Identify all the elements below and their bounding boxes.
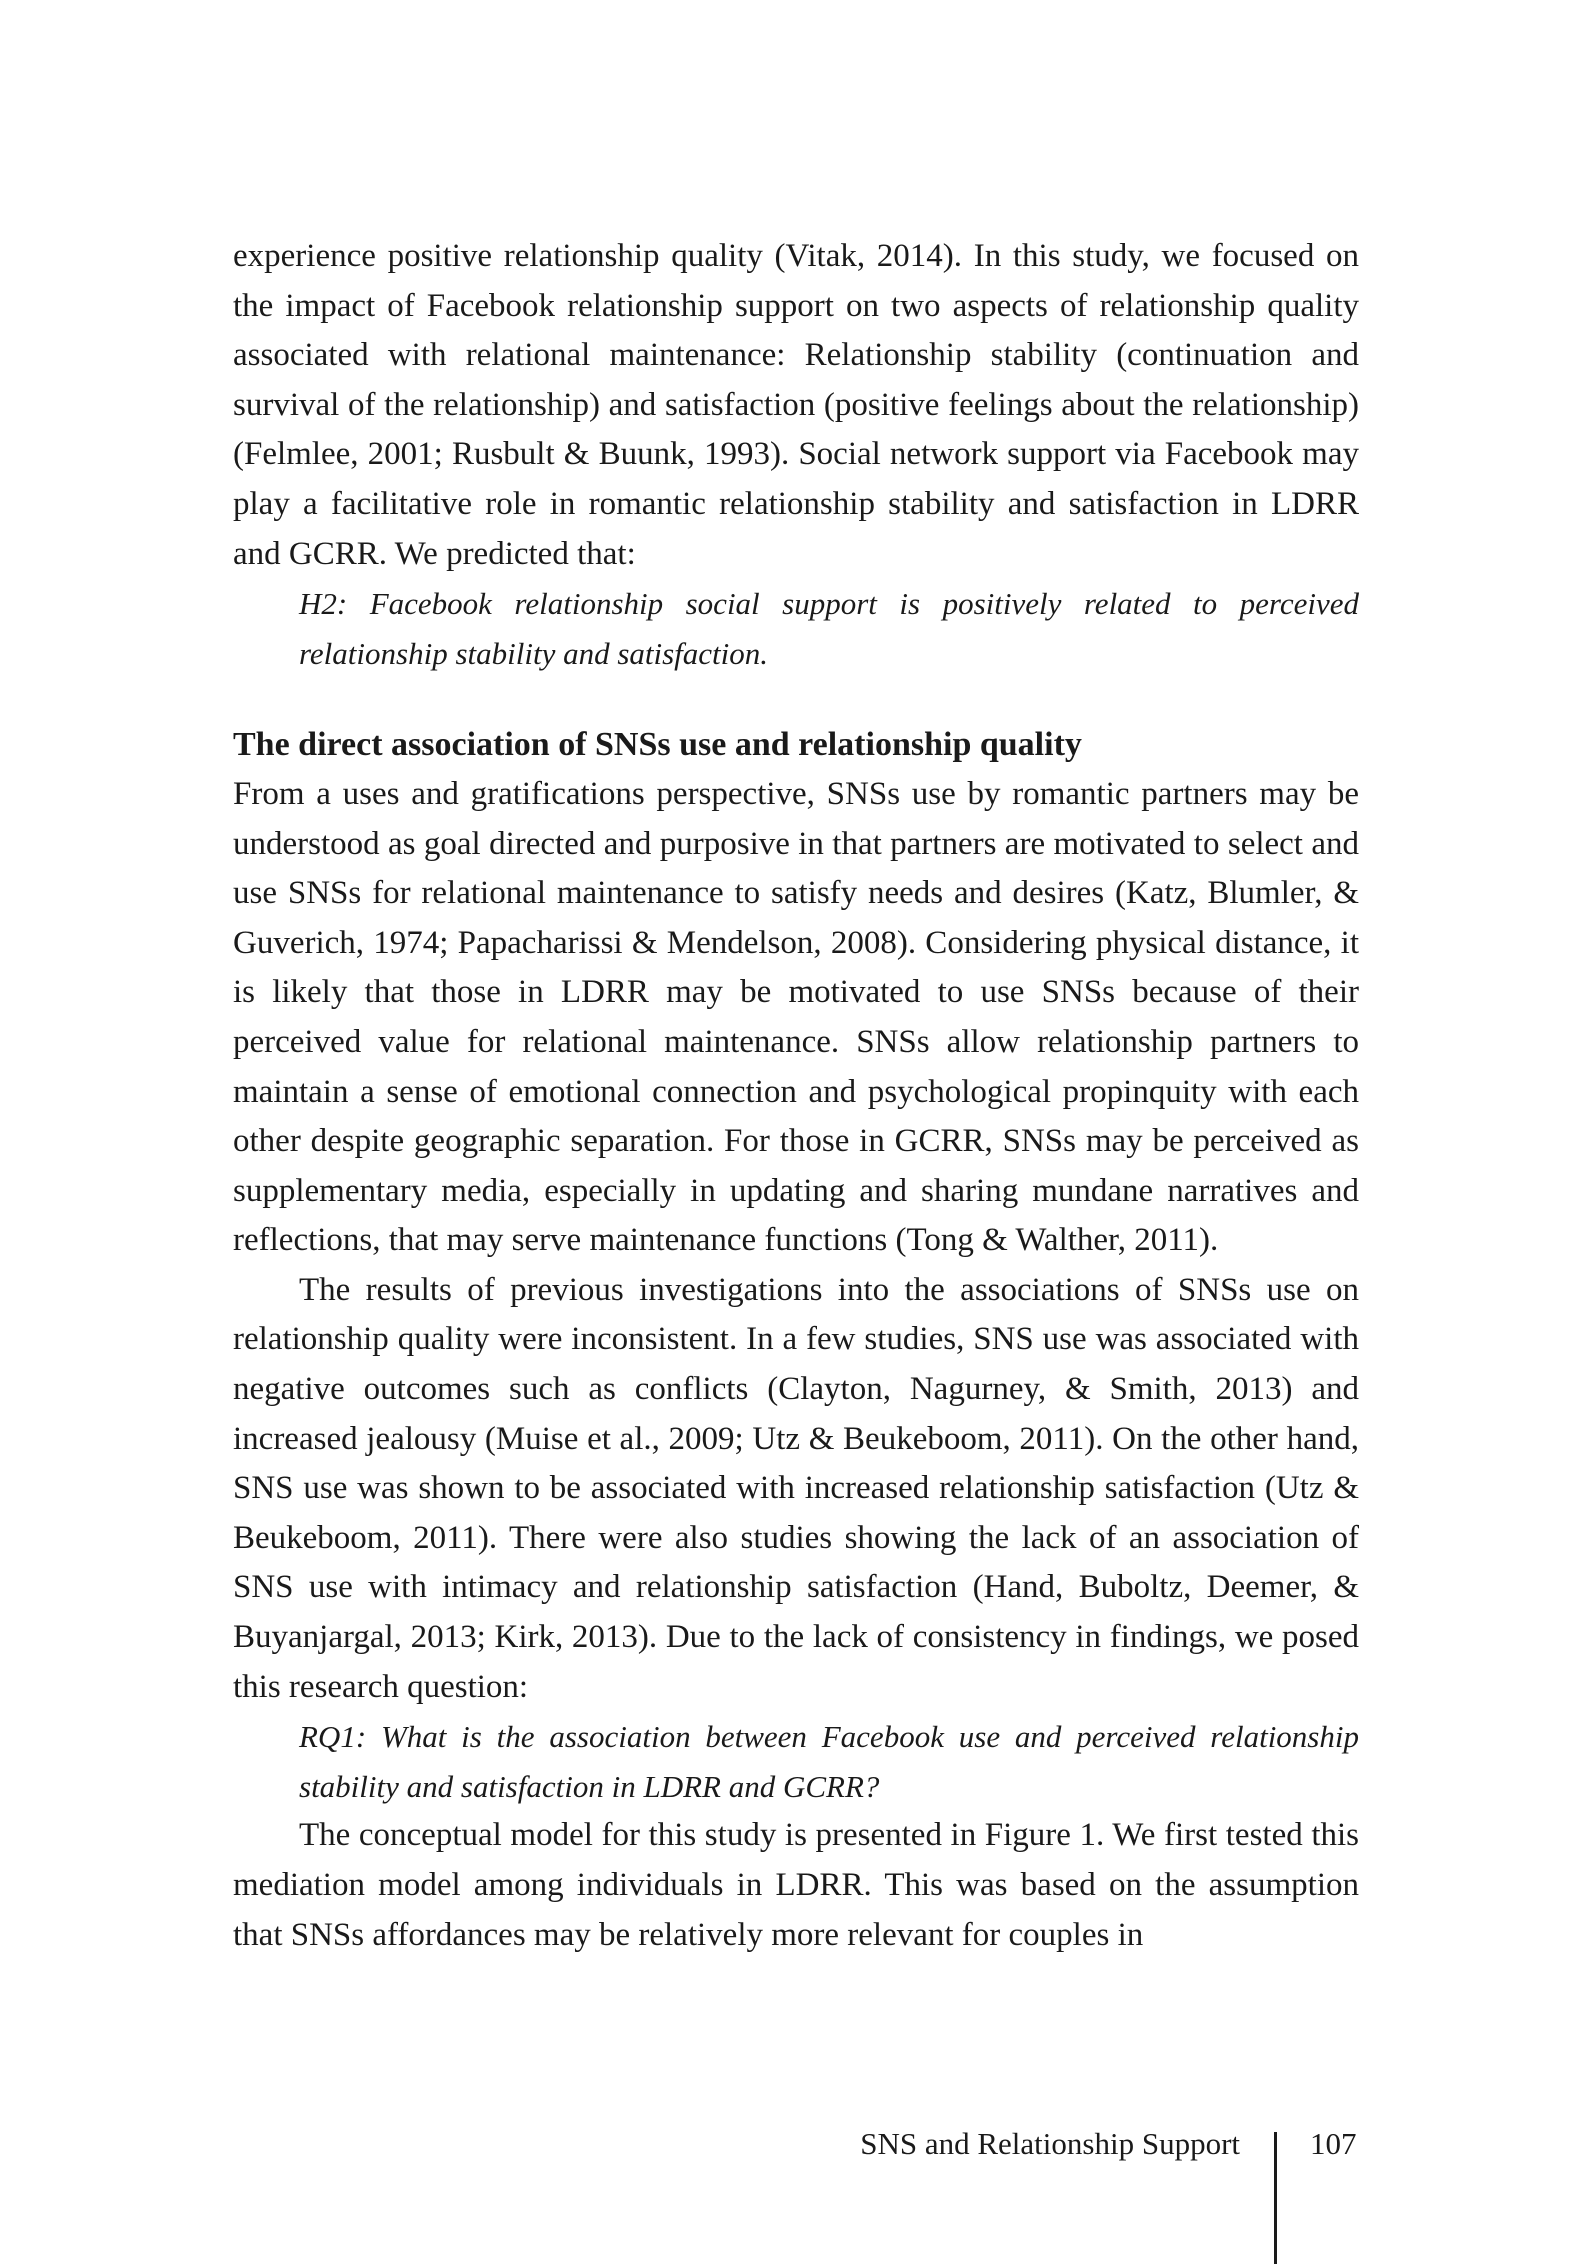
page-footer	[0, 2118, 1594, 2250]
running-head: SNS and Relationship Support	[860, 2126, 1240, 2161]
page-number: 107	[1310, 2126, 1357, 2161]
body-paragraph-4: The conceptual model for this study is presented in Figure 1. We first tested this mediation model among individuals in LDRR. This was based on the assumption that SNSs affordances may be relatively more relevant for couples in	[233, 1817, 1359, 1953]
research-question-rq1: RQ1: What is the association between Facebook use and perceived relationship stability and satisfaction in LDRR and GCRR?	[299, 1719, 1359, 1804]
hypothesis-h2: H2: Facebook relationship social support is positively related to perceived relationship stability and satisfaction.	[299, 586, 1359, 671]
body-paragraph-2: From a uses and gratifications perspective, SNSs use by romantic partners may be understood as goal directed and purposive in that partners are motivated to select and use SNSs for relational maintenance to satisfy needs and desires (Katz, Blumler, & Guverich, 1974; Papacharissi & Mendelson, 2008). Considering physical distance, it is likely that those in LDRR may be motivated to use SNSs because of their perceived value for relational maintenance. SNSs allow relationship partners to maintain a sense of emotional connection and psychological propinquity with each other despite geographic separation. For those in GCRR, SNSs may be perceived as supplementary media, especially in updating and sharing mundane narratives and reflections, that may serve maintenance functions (Tong & Walther, 2011).	[233, 775, 1359, 1259]
body-paragraph-1: experience positive relationship quality (Vitak, 2014). In this study, we focused on the impact of Facebook relationship support on two aspects of relationship quality associated with relational maintenance: Relationship stability (continuation and survival of the relationship) and satisfaction (positive feelings about the relationship) (Felmlee, 2001; Rusbult & Buunk, 1993). Social network support via Facebook may play a facilitative role in romantic relationship stability and satisfaction in LDRR and GCRR. We predicted that:	[233, 238, 1359, 572]
section-heading: The direct association of SNSs use and relationship quality	[233, 726, 1082, 764]
page-body	[233, 232, 1359, 1960]
footer-divider	[1274, 2132, 1277, 2264]
body-paragraph-3: The results of previous investigations into the associations of SNSs use on relationship quality were inconsistent. In a few studies, SNS use was associated with negative outcomes such as conflicts (Clayton, Nagurney, & Smith, 2013) and increased jealousy (Muise et al., 2009; Utz & Beukeboom, 2011). On the other hand, SNS use was shown to be associated with increased relationship satisfaction (Utz & Beukeboom, 2011). There were also studies showing the lack of an association of SNS use with intimacy and relationship satisfaction (Hand, Buboltz, Deemer, & Buyanjargal, 2013; Kirk, 2013). Due to the lack of consistency in findings, we posed this research question:	[233, 1271, 1359, 1705]
